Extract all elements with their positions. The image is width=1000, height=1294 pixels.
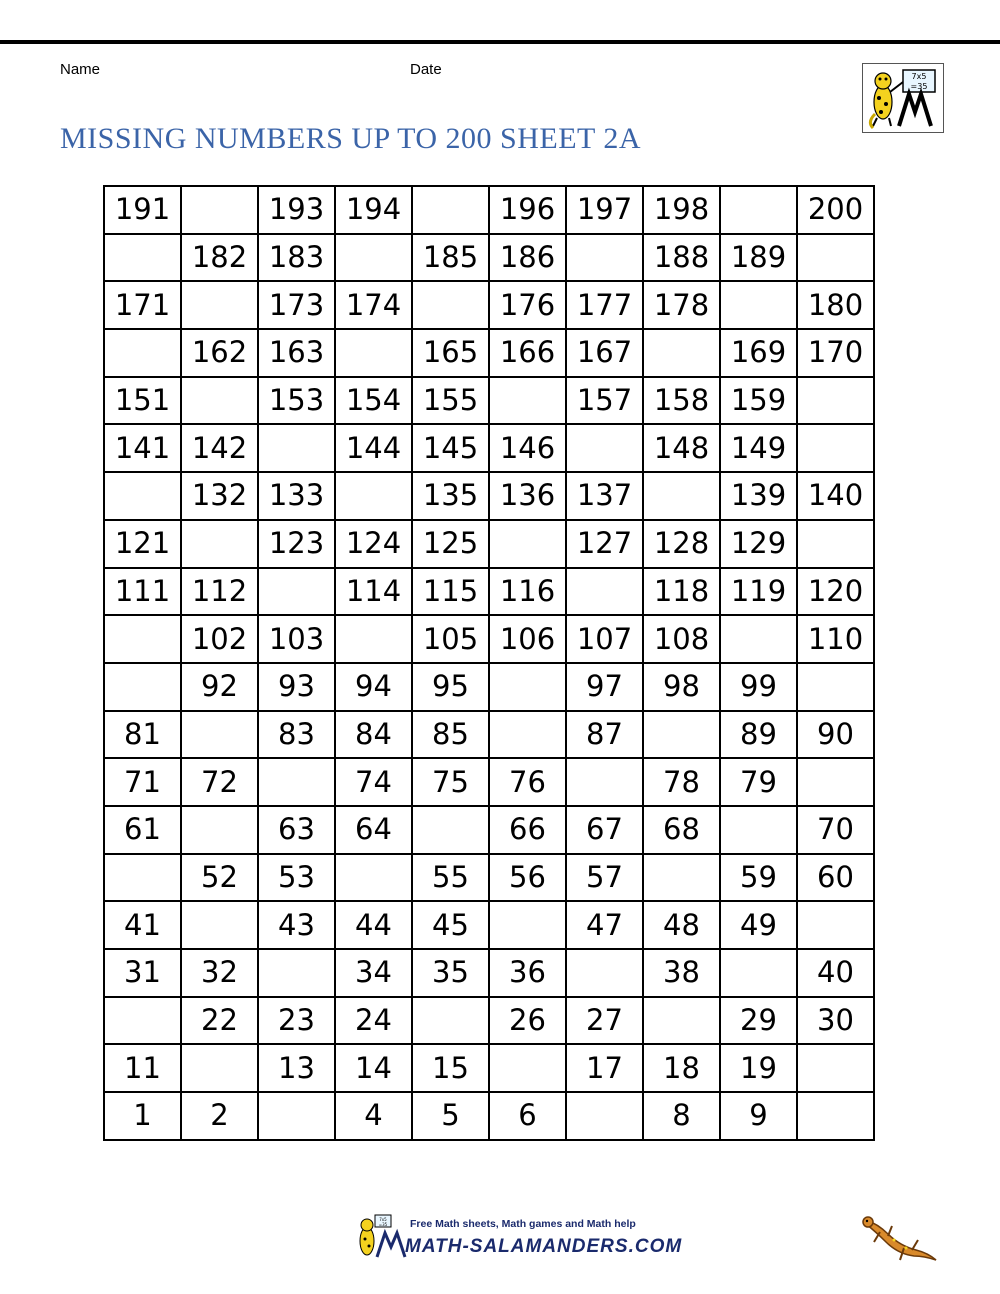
number-cell: 70: [797, 806, 874, 854]
number-cell: 66: [489, 806, 566, 854]
number-cell: 185: [412, 234, 489, 282]
number-cell: 38: [643, 949, 720, 997]
number-cell: 121: [104, 520, 181, 568]
table-row: [104, 997, 874, 1045]
blank-answer-cell[interactable]: [566, 949, 643, 997]
blank-answer-cell[interactable]: [566, 234, 643, 282]
number-cell: 140: [797, 472, 874, 520]
number-cell: 27: [566, 997, 643, 1045]
number-cell: 178: [643, 281, 720, 329]
number-cell: 159: [720, 377, 797, 425]
blank-answer-cell[interactable]: [258, 424, 335, 472]
blank-answer-cell[interactable]: [720, 949, 797, 997]
number-cell: 170: [797, 329, 874, 377]
blank-answer-cell[interactable]: [566, 1092, 643, 1140]
svg-text:=35: =35: [378, 1222, 388, 1227]
number-cell: 76: [489, 758, 566, 806]
number-cell: 14: [335, 1044, 412, 1092]
number-cell: 40: [797, 949, 874, 997]
number-cell: 55: [412, 854, 489, 902]
blank-answer-cell[interactable]: [104, 472, 181, 520]
number-cell: 75: [412, 758, 489, 806]
blank-answer-cell[interactable]: [412, 997, 489, 1045]
table-row: [104, 854, 874, 902]
number-cell: 30: [797, 997, 874, 1045]
number-cell: 114: [335, 568, 412, 616]
number-cell: 112: [181, 568, 258, 616]
number-cell: 167: [566, 329, 643, 377]
number-cell: 83: [258, 711, 335, 759]
number-cell: 176: [489, 281, 566, 329]
number-cell: 1: [104, 1092, 181, 1140]
table-row: [104, 615, 874, 663]
number-cell: 67: [566, 806, 643, 854]
number-cell: 41: [104, 901, 181, 949]
number-cell: 186: [489, 234, 566, 282]
number-cell: 165: [412, 329, 489, 377]
number-cell: 123: [258, 520, 335, 568]
number-cell: 127: [566, 520, 643, 568]
number-cell: 23: [258, 997, 335, 1045]
number-cell: 137: [566, 472, 643, 520]
number-cell: 93: [258, 663, 335, 711]
blank-answer-cell[interactable]: [335, 472, 412, 520]
number-cell: 44: [335, 901, 412, 949]
number-cell: 188: [643, 234, 720, 282]
blank-answer-cell[interactable]: [104, 663, 181, 711]
blank-answer-cell[interactable]: [643, 329, 720, 377]
number-cell: 95: [412, 663, 489, 711]
table-row: [104, 520, 874, 568]
number-cell: 11: [104, 1044, 181, 1092]
blank-answer-cell[interactable]: [181, 901, 258, 949]
number-cell: 35: [412, 949, 489, 997]
blank-answer-cell[interactable]: [566, 758, 643, 806]
number-cell: 193: [258, 186, 335, 234]
number-cell: 198: [643, 186, 720, 234]
number-cell: 19: [720, 1044, 797, 1092]
number-cell: 78: [643, 758, 720, 806]
blank-answer-cell[interactable]: [181, 806, 258, 854]
number-cell: 72: [181, 758, 258, 806]
number-cell: 106: [489, 615, 566, 663]
salamander-teacher-logo-icon: [862, 63, 944, 133]
number-cell: 162: [181, 329, 258, 377]
blank-answer-cell[interactable]: [412, 806, 489, 854]
number-cell: 32: [181, 949, 258, 997]
blank-answer-cell[interactable]: [104, 234, 181, 282]
number-cell: 13: [258, 1044, 335, 1092]
table-row: [104, 949, 874, 997]
number-cell: 47: [566, 901, 643, 949]
blank-answer-cell[interactable]: [335, 234, 412, 282]
number-cell: 71: [104, 758, 181, 806]
blank-answer-cell[interactable]: [643, 472, 720, 520]
number-cell: 84: [335, 711, 412, 759]
number-cell: 92: [181, 663, 258, 711]
table-row: [104, 186, 874, 234]
blank-answer-cell[interactable]: [797, 1092, 874, 1140]
blank-answer-cell[interactable]: [489, 711, 566, 759]
number-cell: 141: [104, 424, 181, 472]
number-cell: 180: [797, 281, 874, 329]
number-cell: 118: [643, 568, 720, 616]
top-rule: [0, 40, 1000, 44]
number-cell: 59: [720, 854, 797, 902]
blank-answer-cell[interactable]: [335, 329, 412, 377]
number-cell: 107: [566, 615, 643, 663]
table-row: [104, 758, 874, 806]
number-cell: 135: [412, 472, 489, 520]
number-cell: 64: [335, 806, 412, 854]
number-cell: 163: [258, 329, 335, 377]
blank-answer-cell[interactable]: [258, 1092, 335, 1140]
blank-answer-cell[interactable]: [489, 520, 566, 568]
blank-answer-cell[interactable]: [797, 1044, 874, 1092]
number-cell: 155: [412, 377, 489, 425]
number-cell: 171: [104, 281, 181, 329]
blank-answer-cell[interactable]: [335, 854, 412, 902]
table-row: [104, 901, 874, 949]
number-cell: 124: [335, 520, 412, 568]
number-cell: 196: [489, 186, 566, 234]
number-cell: 6: [489, 1092, 566, 1140]
number-cell: 22: [181, 997, 258, 1045]
blank-answer-cell[interactable]: [797, 758, 874, 806]
number-cell: 2: [181, 1092, 258, 1140]
table-row: [104, 281, 874, 329]
blank-answer-cell[interactable]: [566, 424, 643, 472]
blank-answer-cell[interactable]: [489, 901, 566, 949]
blank-answer-cell[interactable]: [489, 663, 566, 711]
number-cell: 8: [643, 1092, 720, 1140]
svg-text:7x5: 7x5: [379, 1217, 387, 1222]
svg-text:=35: =35: [910, 82, 928, 91]
number-cell: 169: [720, 329, 797, 377]
blank-answer-cell[interactable]: [181, 186, 258, 234]
number-cell: 119: [720, 568, 797, 616]
number-cell: 115: [412, 568, 489, 616]
number-cell: 136: [489, 472, 566, 520]
blank-answer-cell[interactable]: [643, 711, 720, 759]
number-cell: 148: [643, 424, 720, 472]
number-cell: 87: [566, 711, 643, 759]
number-cell: 116: [489, 568, 566, 616]
table-row: [104, 424, 874, 472]
table-row: [104, 329, 874, 377]
number-cell: 120: [797, 568, 874, 616]
number-cell: 139: [720, 472, 797, 520]
number-cell: 132: [181, 472, 258, 520]
number-cell: 173: [258, 281, 335, 329]
number-cell: 105: [412, 615, 489, 663]
number-cell: 145: [412, 424, 489, 472]
number-cell: 53: [258, 854, 335, 902]
blank-answer-cell[interactable]: [181, 281, 258, 329]
number-cell: 48: [643, 901, 720, 949]
number-cell: 60: [797, 854, 874, 902]
number-cell: 90: [797, 711, 874, 759]
blank-answer-cell[interactable]: [181, 520, 258, 568]
number-cell: 142: [181, 424, 258, 472]
table-row: [104, 472, 874, 520]
number-cell: 85: [412, 711, 489, 759]
number-cell: 108: [643, 615, 720, 663]
number-cell: 17: [566, 1044, 643, 1092]
number-cell: 146: [489, 424, 566, 472]
number-cell: 56: [489, 854, 566, 902]
blank-answer-cell[interactable]: [412, 186, 489, 234]
number-cell: 18: [643, 1044, 720, 1092]
number-cell: 98: [643, 663, 720, 711]
blank-answer-cell[interactable]: [258, 568, 335, 616]
number-cell: 129: [720, 520, 797, 568]
number-cell: 166: [489, 329, 566, 377]
blank-answer-cell[interactable]: [566, 568, 643, 616]
number-cell: 9: [720, 1092, 797, 1140]
blank-answer-cell[interactable]: [797, 663, 874, 711]
number-cell: 149: [720, 424, 797, 472]
number-cell: 182: [181, 234, 258, 282]
blank-answer-cell[interactable]: [643, 997, 720, 1045]
blank-answer-cell[interactable]: [412, 281, 489, 329]
number-cell: 52: [181, 854, 258, 902]
number-cell: 26: [489, 997, 566, 1045]
blank-answer-cell[interactable]: [489, 377, 566, 425]
blank-answer-cell[interactable]: [335, 615, 412, 663]
number-cell: 89: [720, 711, 797, 759]
number-cell: 34: [335, 949, 412, 997]
number-cell: 81: [104, 711, 181, 759]
blank-answer-cell[interactable]: [720, 186, 797, 234]
number-cell: 36: [489, 949, 566, 997]
number-cell: 158: [643, 377, 720, 425]
number-cell: 63: [258, 806, 335, 854]
number-cell: 102: [181, 615, 258, 663]
svg-text:7x5: 7x5: [911, 72, 927, 81]
table-row: [104, 1092, 874, 1140]
blank-answer-cell[interactable]: [181, 1044, 258, 1092]
number-cell: 154: [335, 377, 412, 425]
number-cell: 15: [412, 1044, 489, 1092]
table-row: [104, 568, 874, 616]
number-cell: 194: [335, 186, 412, 234]
blank-answer-cell[interactable]: [720, 281, 797, 329]
blank-answer-cell[interactable]: [797, 234, 874, 282]
number-cell: 103: [258, 615, 335, 663]
number-cell: 200: [797, 186, 874, 234]
blank-answer-cell[interactable]: [643, 854, 720, 902]
number-cell: 74: [335, 758, 412, 806]
blank-answer-cell[interactable]: [720, 615, 797, 663]
number-cell: 157: [566, 377, 643, 425]
name-label: Name: [60, 61, 101, 78]
number-cell: 4: [335, 1092, 412, 1140]
blank-answer-cell[interactable]: [104, 329, 181, 377]
blank-answer-cell[interactable]: [720, 806, 797, 854]
blank-answer-cell[interactable]: [258, 758, 335, 806]
blank-answer-cell[interactable]: [104, 615, 181, 663]
number-cell: 189: [720, 234, 797, 282]
blank-answer-cell[interactable]: [181, 711, 258, 759]
number-cell: 79: [720, 758, 797, 806]
number-cell: 99: [720, 663, 797, 711]
table-row: [104, 377, 874, 425]
number-cell: 43: [258, 901, 335, 949]
table-row: [104, 711, 874, 759]
blank-answer-cell[interactable]: [181, 377, 258, 425]
number-cell: 57: [566, 854, 643, 902]
page-title: MISSING NUMBERS UP TO 200 SHEET 2A: [60, 122, 641, 155]
number-cell: 125: [412, 520, 489, 568]
number-cell: 177: [566, 281, 643, 329]
number-cell: 97: [566, 663, 643, 711]
number-cell: 144: [335, 424, 412, 472]
number-cell: 111: [104, 568, 181, 616]
number-cell: 153: [258, 377, 335, 425]
blank-answer-cell[interactable]: [797, 520, 874, 568]
number-cell: 128: [643, 520, 720, 568]
blank-answer-cell[interactable]: [104, 854, 181, 902]
blank-answer-cell[interactable]: [797, 424, 874, 472]
number-cell: 5: [412, 1092, 489, 1140]
number-cell: 174: [335, 281, 412, 329]
table-row: [104, 663, 874, 711]
missing-numbers-grid: [103, 185, 875, 1141]
number-cell: 29: [720, 997, 797, 1045]
table-row: [104, 234, 874, 282]
number-cell: 133: [258, 472, 335, 520]
table-row: [104, 806, 874, 854]
blank-answer-cell[interactable]: [797, 377, 874, 425]
footer-tagline: Free Math sheets, Math games and Math help: [410, 1218, 636, 1230]
number-cell: 151: [104, 377, 181, 425]
number-cell: 31: [104, 949, 181, 997]
number-cell: 61: [104, 806, 181, 854]
number-cell: 191: [104, 186, 181, 234]
date-label: Date: [410, 61, 442, 78]
number-cell: 24: [335, 997, 412, 1045]
number-cell: 94: [335, 663, 412, 711]
footer-site-name: MATH-SALAMANDERS.COM: [405, 1236, 683, 1257]
blank-answer-cell[interactable]: [797, 901, 874, 949]
number-cell: 197: [566, 186, 643, 234]
number-cell: 183: [258, 234, 335, 282]
salamander-icon: [858, 1210, 940, 1266]
blank-answer-cell[interactable]: [489, 1044, 566, 1092]
number-cell: 49: [720, 901, 797, 949]
table-row: [104, 1044, 874, 1092]
number-cell: 68: [643, 806, 720, 854]
number-cell: 45: [412, 901, 489, 949]
blank-answer-cell[interactable]: [104, 997, 181, 1045]
blank-answer-cell[interactable]: [258, 949, 335, 997]
number-cell: 110: [797, 615, 874, 663]
